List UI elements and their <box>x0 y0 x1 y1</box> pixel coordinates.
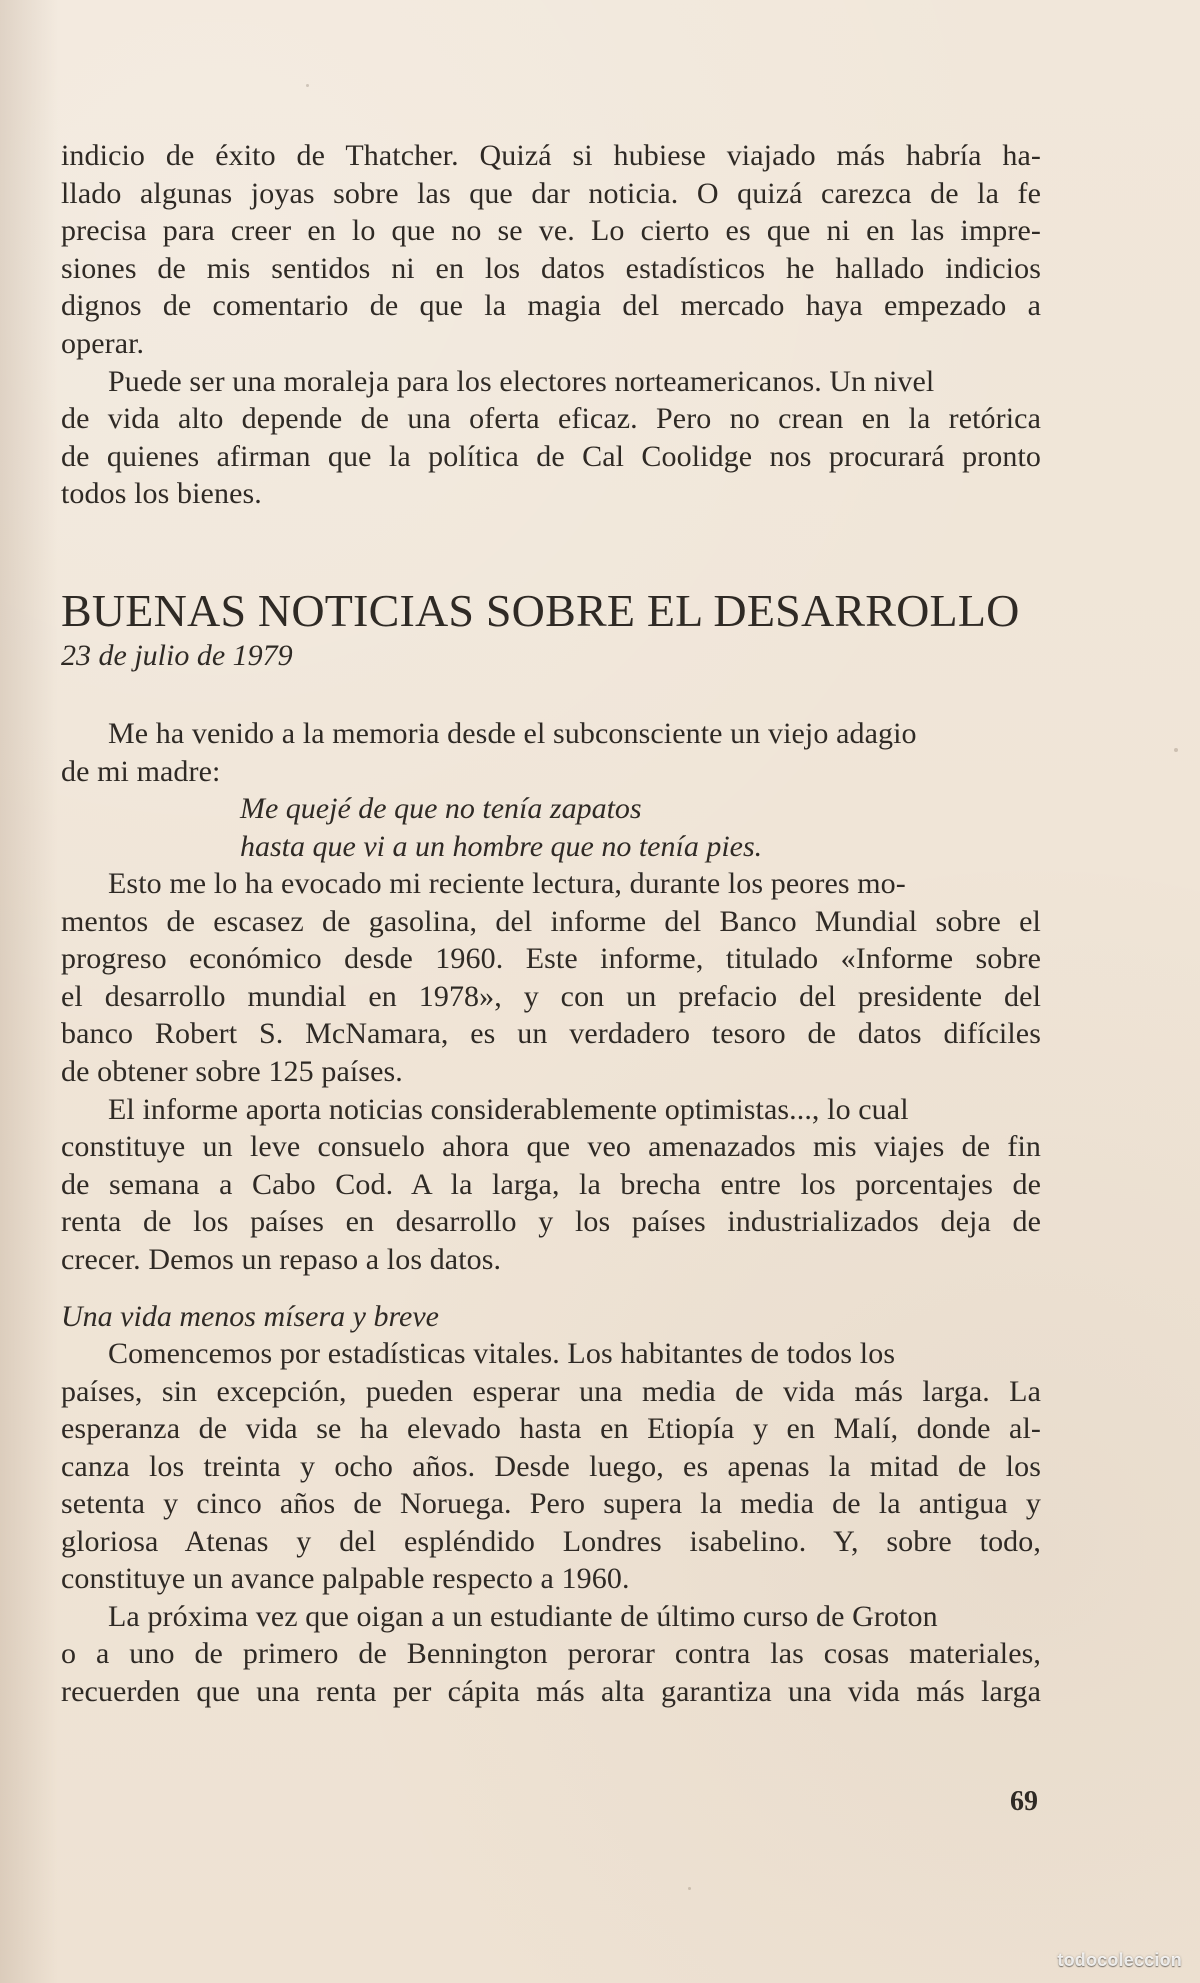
text-line: banco Robert S. McNamara, es un verdadero tesoro de datos difíciles <box>61 1017 1041 1050</box>
page-number: 69 <box>1010 1786 1038 1817</box>
text-line: de mi madre: <box>61 755 221 788</box>
text-line: Comencemos por estadísticas vitales. Los habitantes de todos los <box>108 1337 896 1370</box>
text-line: llado algunas joyas sobre las que dar noticia. O quizá carezca de la fe <box>61 177 1041 210</box>
paper-speck <box>688 1887 691 1890</box>
text-line: crecer. Demos un repaso a los datos. <box>61 1243 502 1276</box>
text-line: recuerden que una renta per cápita más alta garantiza una vida más larga <box>61 1675 1041 1708</box>
text-line: progreso económico desde 1960. Este informe, titulado «Informe sobre <box>61 942 1041 975</box>
text-line: Esto me lo ha evocado mi reciente lectura, durante los peores mo- <box>108 867 906 900</box>
text-line: de obtener sobre 125 países. <box>61 1055 403 1088</box>
text-line: Me ha venido a la memoria desde el subconsciente un viejo adagio <box>108 717 917 750</box>
text-line: constituye un avance palpable respecto a 1960. <box>61 1562 630 1595</box>
text-line: de semana a Cabo Cod. A la larga, la brecha entre los porcentajes de <box>61 1168 1041 1201</box>
text-line: canza los treinta y ocho años. Desde luego, es apenas la mitad de los <box>61 1450 1041 1483</box>
text-line: La próxima vez que oigan a un estudiante de último curso de Groton <box>108 1600 938 1633</box>
text-line: Puede ser una moraleja para los electores norteamericanos. Un nivel <box>108 365 935 398</box>
text-line: dignos de comentario de que la magia del mercado haya empezado a <box>61 289 1041 322</box>
paper-speck <box>1174 748 1178 752</box>
text-line: indicio de éxito de Thatcher. Quizá si hubiese viajado más habría ha- <box>61 139 1041 172</box>
text-line: de quienes afirman que la política de Cal Coolidge nos procurará pronto <box>61 440 1041 473</box>
section-date: 23 de julio de 1979 <box>61 639 293 672</box>
text-line: renta de los países en desarrollo y los países industrializados deja de <box>61 1205 1041 1238</box>
text-line: esperanza de vida se ha elevado hasta en Etiopía y en Malí, donde al- <box>61 1412 1041 1445</box>
paper-speck <box>306 84 309 87</box>
text-line: constituye un leve consuelo ahora que veo amenazados mis viajes de fin <box>61 1130 1041 1163</box>
text-line: países, sin excepción, pueden esperar una media de vida más larga. La <box>61 1375 1041 1408</box>
page-binding-shadow <box>0 0 58 1983</box>
watermark-logo: todocoleccion <box>1057 1950 1182 1970</box>
text-line: el desarrollo mundial en 1978», y con un prefacio del presidente del <box>61 980 1041 1013</box>
section-title: BUENAS NOTICIAS SOBRE EL DESARROLLO <box>61 585 1020 636</box>
text-line: precisa para creer en lo que no se ve. Lo cierto es que ni en las impre- <box>61 214 1041 247</box>
text-line: operar. <box>61 327 145 360</box>
text-line: de vida alto depende de una oferta eficaz. Pero no crean en la retórica <box>61 402 1041 435</box>
text-line: gloriosa Atenas y del espléndido Londres isabelino. Y, sobre todo, <box>61 1525 1041 1558</box>
quoted-verse-line: Me quejé de que no tenía zapatos <box>240 792 642 825</box>
text-line: siones de mis sentidos ni en los datos estadísticos he hallado indicios <box>61 252 1041 285</box>
text-line: o a uno de primero de Bennington perorar contra las cosas materiales, <box>61 1637 1041 1670</box>
text-line: setenta y cinco años de Noruega. Pero supera la media de la antigua y <box>61 1487 1041 1520</box>
text-line: El informe aporta noticias considerablemente optimistas..., lo cual <box>108 1093 909 1126</box>
subsection-title: Una vida menos mísera y breve <box>61 1300 439 1333</box>
text-line: todos los bienes. <box>61 477 262 510</box>
text-line: mentos de escasez de gasolina, del informe del Banco Mundial sobre el <box>61 905 1041 938</box>
quoted-verse-line: hasta que vi a un hombre que no tenía pies. <box>240 830 763 863</box>
